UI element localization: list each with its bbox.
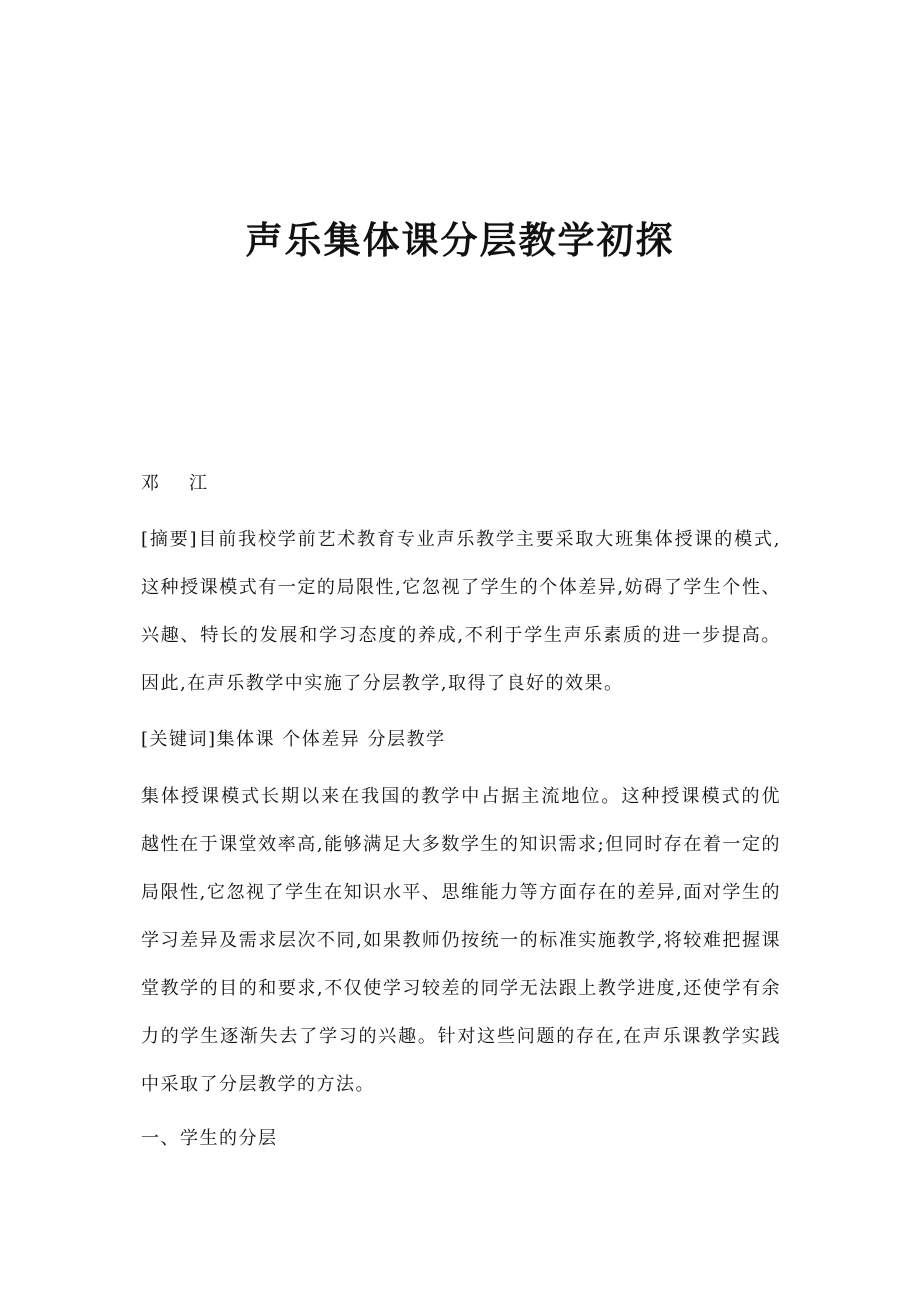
abstract-label: [摘要] bbox=[141, 529, 199, 550]
keywords-text: 集体课 个体差异 分层教学 bbox=[216, 729, 446, 750]
abstract-paragraph bbox=[141, 516, 781, 708]
keywords-label: [关键词] bbox=[141, 729, 217, 750]
keywords-line bbox=[141, 716, 781, 764]
body-paragraph: 集体授课模式长期以来在我国的教学中占据主流地位。这种授课模式的优越性在于课堂效率高,能够满足大多数学生的知识需求;但同时存在着一定的局限性,它忽视了学生在知识水平、思维能力等方面存在的差异,面对学生的学习差异及需求层次不同,如果教师仍按统一的标准实施教学,将较难把握课堂教学的目的和要求,不仅使学习较差的同学无法跟上教学进度,还使学有余力的学生逐渐失去了学习的兴趣。针对这些问题的存在,在声乐课教学实践中采取了分层教学的方法。 bbox=[141, 786, 781, 1095]
abstract-text: 目前我校学前艺术教育专业声乐教学主要采取大班集体授课的模式,这种授课模式有一定的局限性,它忽视了学生的个体差异,妨碍了学生个性、兴趣、特长的发展和学习态度的养成,不利于学生声乐素质的进一步提高。因此,在声乐教学中实施了分层教学,取得了良好的效果。 bbox=[141, 529, 782, 694]
section-heading: 一、学生的分层 bbox=[141, 1128, 278, 1149]
document-title: 声乐集体课分层教学初探 bbox=[245, 218, 675, 262]
author-name: 邓 江 bbox=[141, 473, 213, 494]
